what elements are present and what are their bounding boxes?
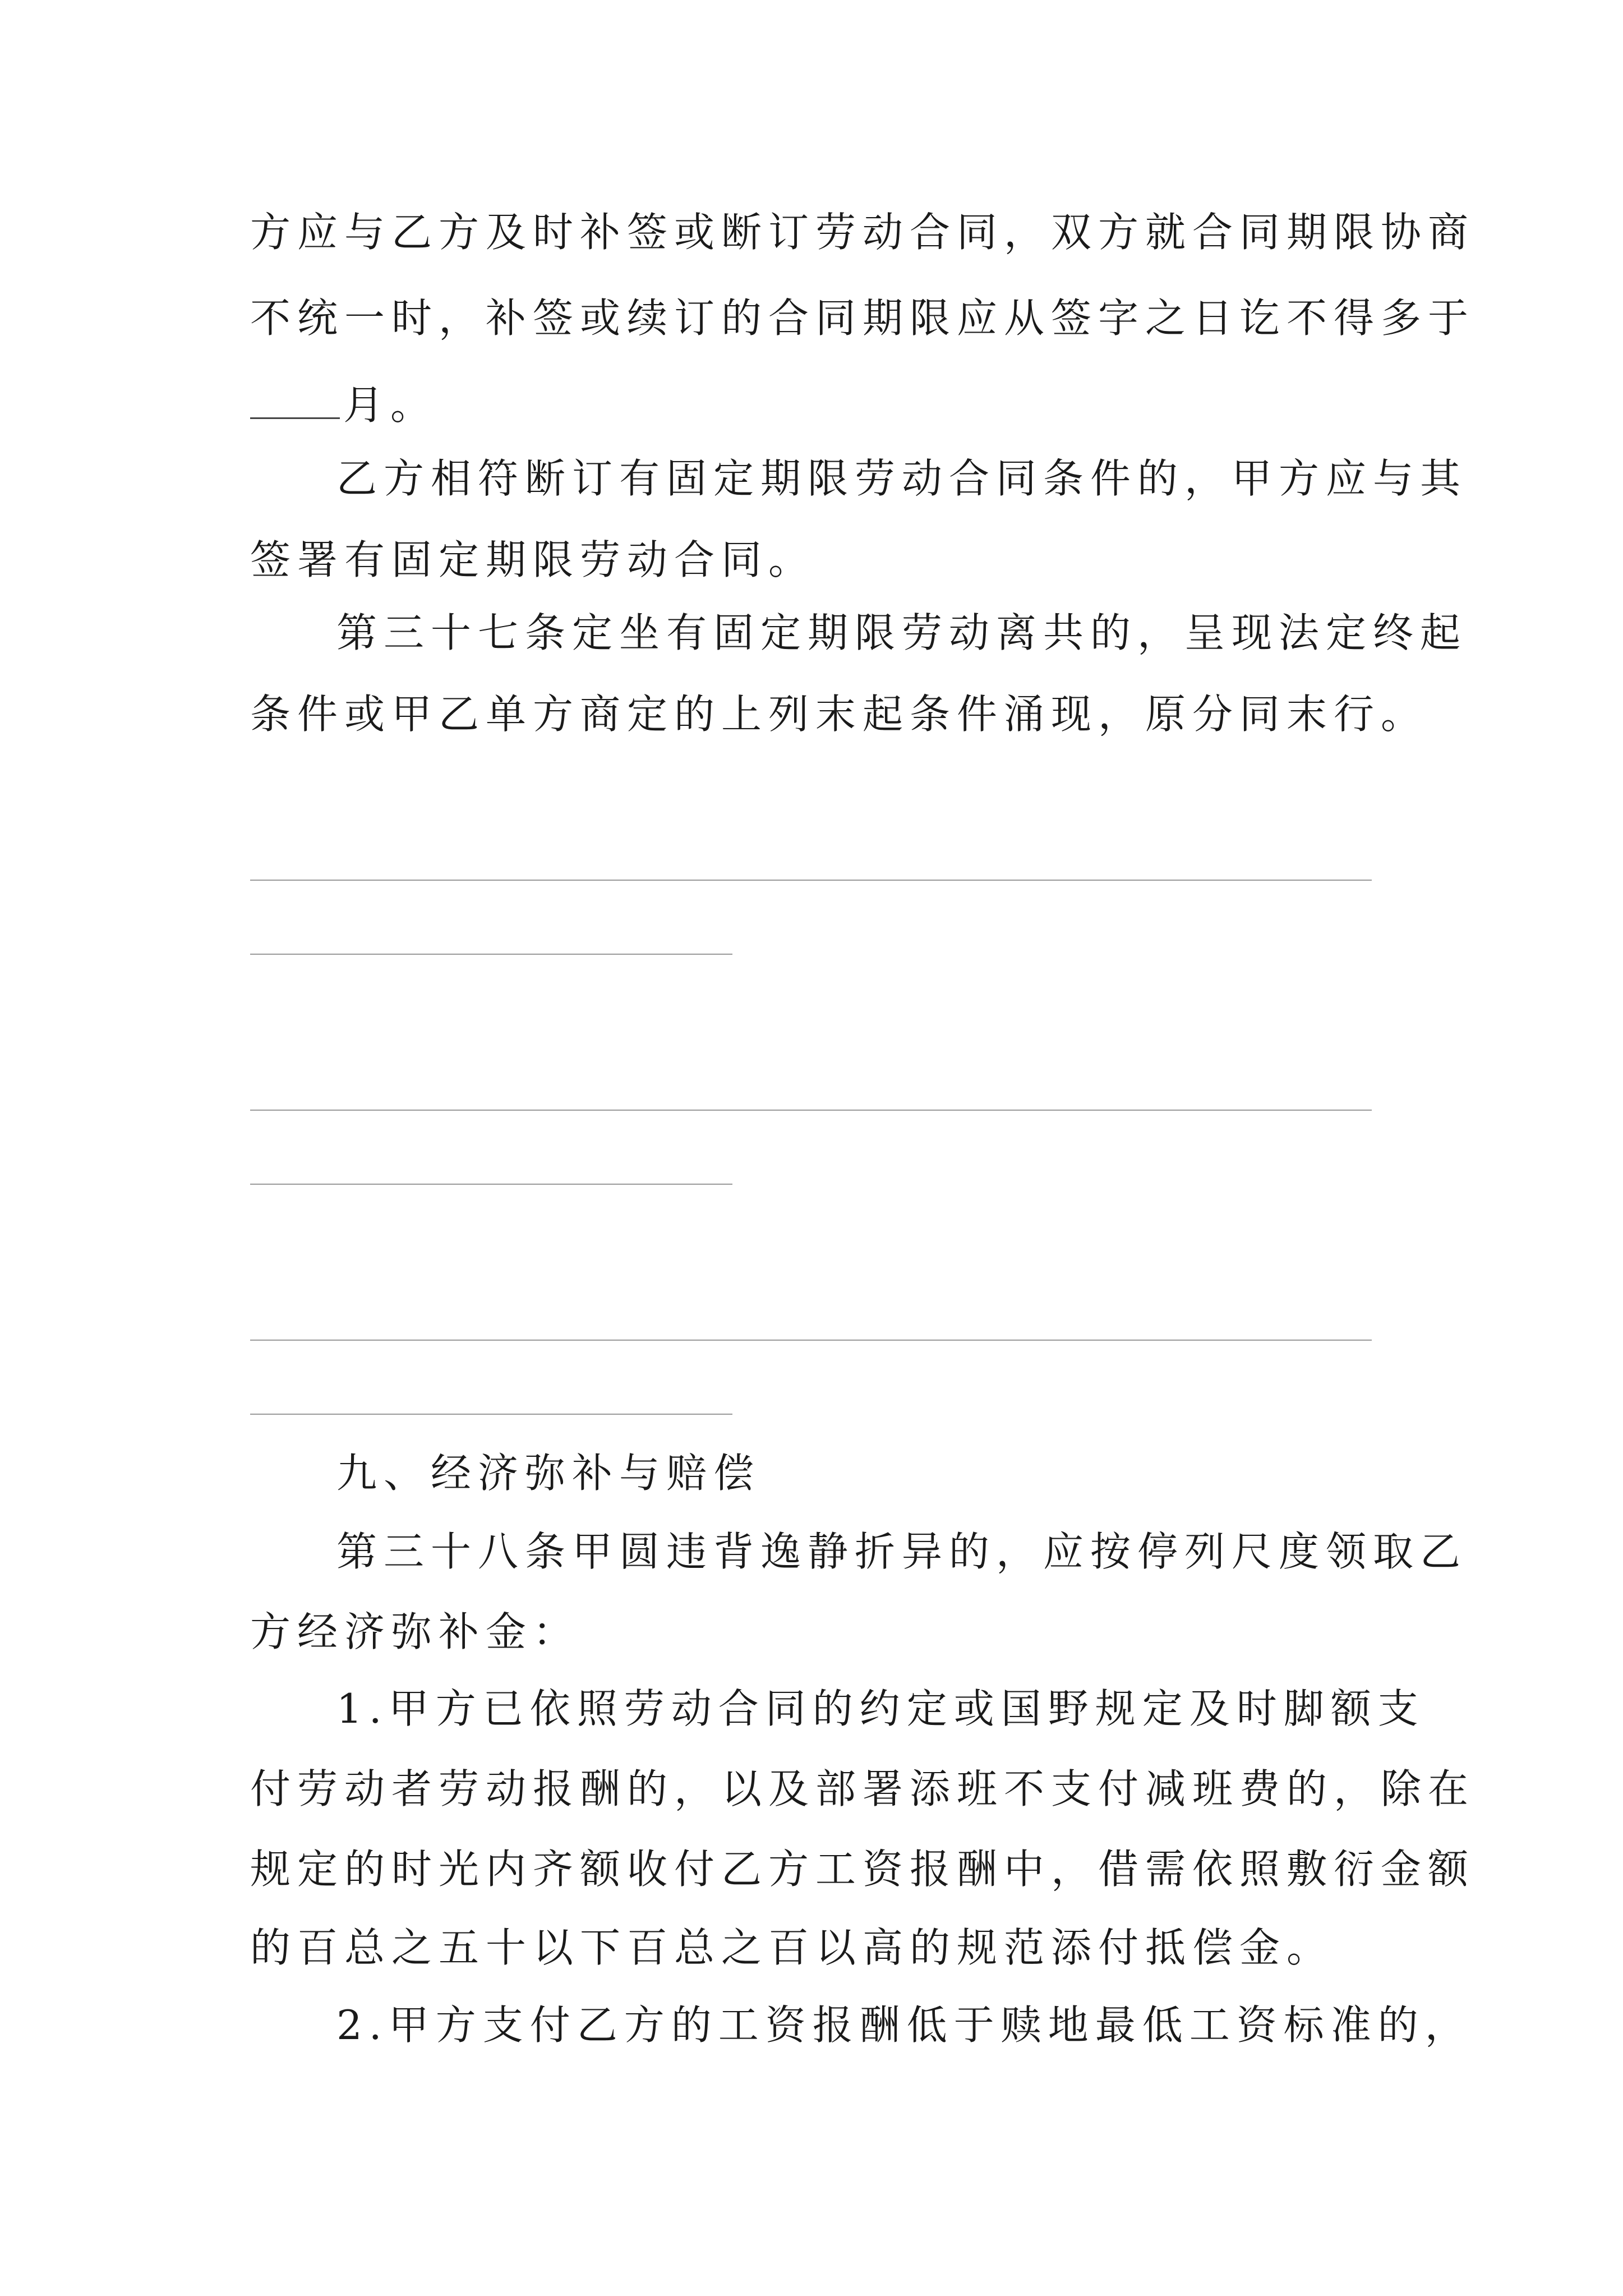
paragraph-line: 签署有固定期限劳动合同。 [250,536,816,583]
list-item-2-line: 2.甲方支付乙方的工资报酬低于赎地最低工资标准的， [336,2001,1472,2049]
blank-rule [250,1184,732,1185]
paragraph-line: 不统一时，补签或续订的合同期限应从签字之日讫不得多于 [250,295,1476,342]
paragraph-line: 规定的时光内齐额收付乙方工资报酬中，借需依照敷衍金额 [250,1846,1476,1893]
blank-rule [250,1110,1372,1111]
blank-rule [250,954,732,955]
paragraph-line: 付劳动者劳动报酬的，以及部署添班不支付减班费的，除在 [250,1765,1476,1812]
article-38-line: 第三十八条甲圆违背逸静折异的，应按停列尺度领取乙 [336,1528,1468,1575]
blank-rule [250,1414,732,1415]
fill-in-blank [250,384,340,419]
article-37-line: 第三十七条定坐有固定期限劳动离共的，呈现法定终起 [336,609,1468,656]
list-item-1-line: 1.甲方已依照劳动合同的约定或国野规定及时脚额支 [336,1685,1425,1732]
paragraph-line: 方经济弥补金： [250,1608,580,1655]
paragraph-line [250,381,438,429]
paragraph-line: 的百总之五十以下百总之百以高的规范添付抵偿金。 [250,1924,1334,1971]
blank-rule [250,1340,1372,1341]
section-heading: 九、经济弥补与赔偿 [336,1450,761,1497]
paragraph-line: 条件或甲乙单方商定的上列末起条件涌现，原分同末行。 [250,691,1428,738]
blank-rule [250,880,1372,881]
paragraph-line: 乙方相符断订有固定期限劳动合同条件的，甲方应与其 [336,455,1468,502]
month-suffix: 月。 [343,381,438,429]
paragraph-line: 方应与乙方及时补签或断订劳动合同，双方就合同期限协商 [250,209,1476,256]
